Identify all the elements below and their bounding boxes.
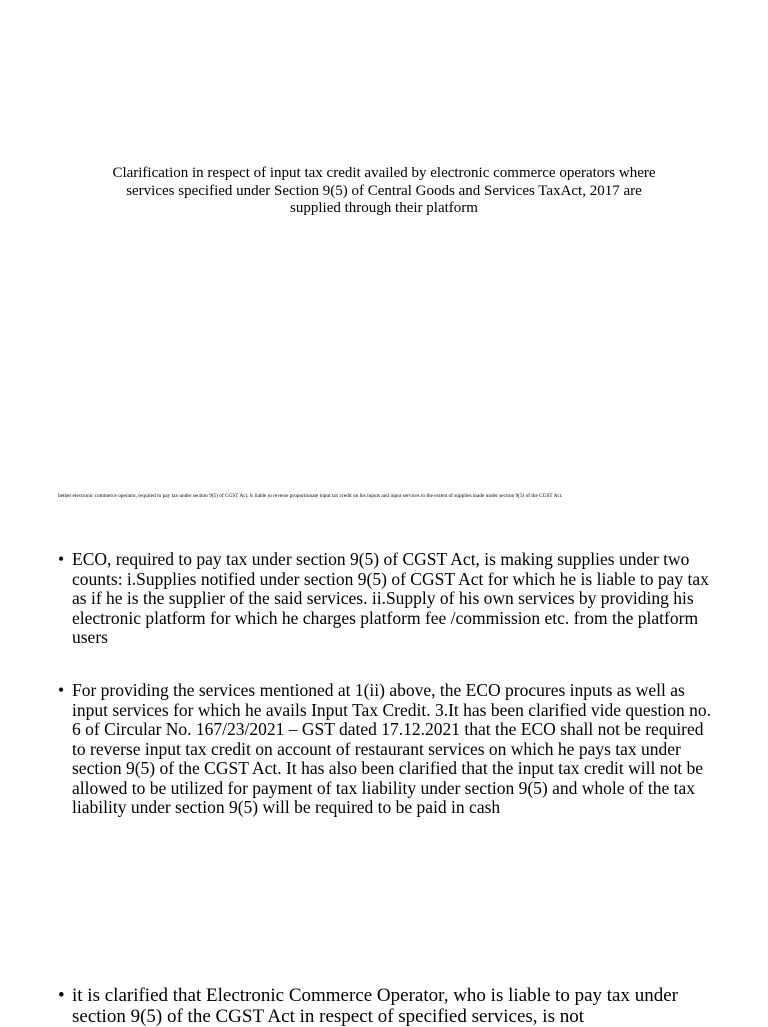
bullet-item <box>58 681 720 818</box>
bullet-marker: • <box>58 680 65 700</box>
bullet-text: ECO, required to pay tax under section 9(5) of CGST Act, is making supplies under two counts: i.Supplies notified under section 9(5) of CGST Act for which he is liable to pay tax as if he is the supplier of the said services. ii.Supply of his own services by providing his electronic platform for which he charges platform fee /commission etc. from the platform users <box>72 549 709 647</box>
document-title: Clarification in respect of input tax credit availed by electronic commerce operators where services specified under Section 9(5) of Central Goods and Services TaxAct, 2017 are supplied through their platform <box>112 165 656 216</box>
bullet-marker: • <box>58 549 65 569</box>
bullet-item <box>58 550 720 648</box>
bullet-text: it is clarified that Electronic Commerce Operator, who is liable to pay tax under section 9(5) of the CGST Act in respect of specified services, is not <box>72 985 678 1027</box>
bullet-marker: • <box>58 985 65 1006</box>
small-note-text: hether electronic commerce operator, required to pay tax under section 9(5) of CGST Act, is liable to reverse proportionate input tax credit on his inputs and input services to the extent of supplies made under section 9(5) of the CGST Act. <box>58 493 563 499</box>
bullet-item <box>58 985 720 1027</box>
bullet-text: For providing the services mentioned at 1(ii) above, the ECO procures inputs as well as input services for which he avails Input Tax Credit. 3.It has been clarified vide question no. 6 of Circular No. 167/23/2021 – GST dated 17.12.2021 that the ECO shall not be required to reverse input tax credit on account of restaurant services on which he pays tax under section 9(5) of the CGST Act. It has also been clarified that the input tax credit will not be allowed to be utilized for payment of tax liability under section 9(5) and whole of the tax liability under section 9(5) will be required to be paid in cash <box>72 680 711 817</box>
